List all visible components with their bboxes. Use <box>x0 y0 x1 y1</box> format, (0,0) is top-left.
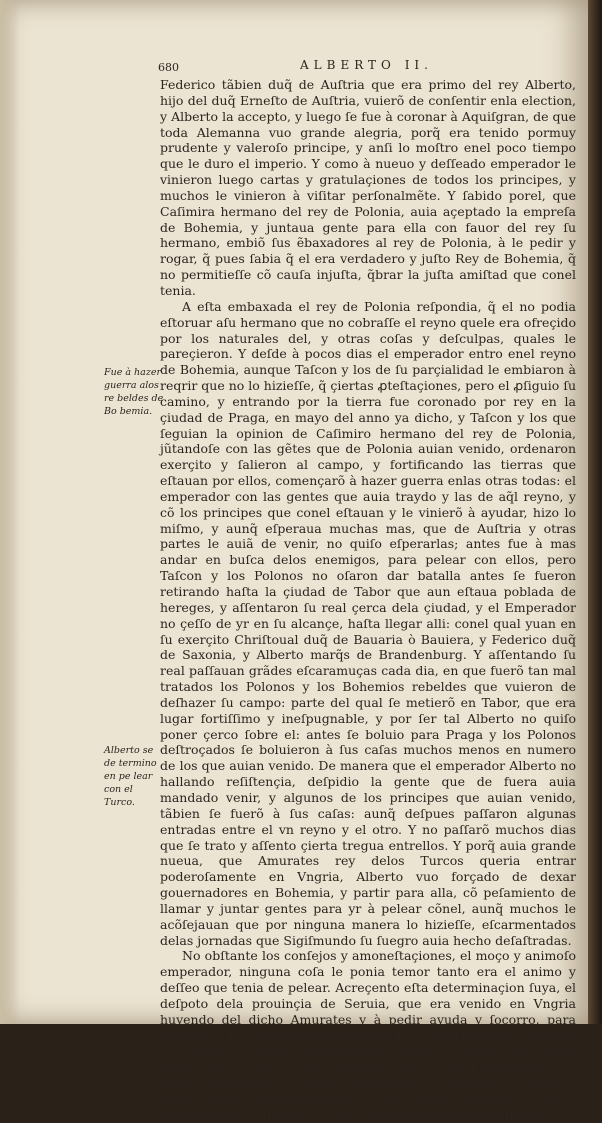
margin-note: Fue à hazer guerra alos re beldes de Bo bemia. <box>104 367 164 417</box>
running-head: ALBERTO II. <box>300 58 433 72</box>
page-number: 680 <box>158 61 179 74</box>
book-spine <box>588 0 602 1024</box>
paragraph: No obſtante los conſejos y amoneſtaçiones, el moço y animoſo emperador, ninguna coſa le ponia temor tanto era el animo y deſſeo que tenia de pelear. Acreçento eſta determinaçion ſuya, el deſpoto dela prouinçia de Seruia, que era venido en Vngria huyendo del dicho Amurates y à pedir ayuda y ſocorro, para ſocorrer a la çiudad de Sinderouia que es ẽla ribera del Danubio y à ſu hijo que dẽtro enella quedaua, ſobre la qual el Turco tenia pueſto ſitio y çerco muy apretado. Por lo qual el empador ſe acabo de reſoluer y congrẽ determinaçion començo à llamar y juntar gentes, para ſu jornada: y eſto era ya enel anno de mil y quatroçientos y treynta y nueue. Enel qual tiempo la diſcordia <box>160 948 576 1122</box>
paragraph: A eſta embaxada el rey de Polonia reſpondia, q̃ el no podia eſtoruar aſu hermano que no cobraſſe el reyno quele era ofreçido por los naturales del, y otras coſas y deſculpas, quales le pareçieron. Y deſde à pocos dias el emperador entro enel reyno de Bohemia, aunque Taſcon y los de ſu parçialidad le embiaron à reqrir que no lo hizieſſe, q̃ çiertas ꝓteſtaçiones, pero el ꝓſiguio ſu camino, y entrando por la tierra fue coronado por rey en la çiudad de Praga, en mayo del anno ya dicho, y Taſcon y los que ſeguian la opinion de Caſimiro hermano del rey de Polonia, jũtandoſe con las gẽtes que de Polonia auian venido, ordenaron exerçito y ſalieron al campo, y fortificando las tierras que eſtauan por ellos, començarõ à hazer guerra enlas otras todas: el emperador con las gentes que auia traydo y las de aq̃l reyno, y cõ los principes que conel eſtauan y le vinierõ à ayudar, hizo lo miſmo, y aunq̃ eſperaua muchas mas, que de Auſtria y otras partes le auiã de venir, no quiſo eſperarlas; antes fue à mas andar en buſca delos enemigos, para pelear con ellos, pero Taſcon y los Polonos no oſaron dar batalla antes ſe fueron retirando haſta la çiudad de Tabor que aun eſtaua poblada de hereges, y aſſentaron ſu real çerca dela çiudad, y el Emperador no çeſſo de yr en ſu alcançe, haſta llegar alli: conel qual yuan en ſu exerçito Chriſtoual duq̃ de Bauaria ò Bauiera, y Federico duq̃ de Saxonia, y Alberto marq̃s de Brandenburg. Y aſſentando ſu real paſſauan grãdes eſcaramuças cada dia, en que fuerõ tan mal tratados los Polonos y los Bohemios rebeldes que vuieron de deſhazer ſu campo: parte del qual ſe metierõ en Tabor, que era lugar fortiſſimo y ineſpugnable, y por ſer tal Alberto no quiſo poner çerco ſobre el: antes ſe boluio para Praga y los Polonos deſtroçados ſe boluieron à ſus caſas muchos menos en numero de los que auian venido. De manera que el emperador Alberto no hallando reſiſtençia, deſpidio la gente que de fuera auia mandado venir, y algunos de los principes que auian venido, tãbien ſe fuerõ à ſus caſas: aunq̃ deſpues paſſaron algunas entradas entre el vn reyno y el otro. Y no paſſarõ muchos dias que ſe trato y aſſento çierta tregua entrellos. Y porq̃ auia grande nueua, que Amurates rey delos Turcos queria entrar poderoſamente en Vngria, Alberto vuo forçado de dexar gouernadores en Bohemia, y partir para alla, cõ peſamiento de llamar y juntar gentes para yr à pelear cõnel, aunq̃ muchos le acõſejauan que por ninguna manera lo hizieſſe, eſcarmentados delas jornadas que Sigiſmundo ſu ſuegro auia hecho deſaſtradas. <box>160 298 576 948</box>
margin-note: Alberto se de termino en pe lear con el Turco. <box>104 745 157 808</box>
page-edge <box>0 0 20 1024</box>
body-text <box>160 77 576 1123</box>
page-header <box>150 58 570 76</box>
paragraph: Federico tãbien duq̃ de Auſtria que era primo del rey Alberto, hijo del duq̃ Erneſto de Auſtria, vuierõ de conſentir enla election, y Alberto la accepto, y luego ſe fue à coronar à Aquiſgran, de que toda Alemanna vuo grande alegria, porq̃ era tenido pormuy prudente y valeroſo principe, y anſi lo moſtro enel poco tiempo que le duro el imperio. Y como à nueuo y deſſeado emperador le vinieron luego cartas y gratulaçiones de todos los principes, y muchos le vinieron à viſitar perſonalmẽte. Y ſabido porel, que Caſimira hermano del rey de Polonia, auia açeptado la empreſa de Bohemia, y juntaua gente para ella con fauor del rey ſu hermano, embiõ ſus ẽbaxadores al rey de Polonia, à le pedir y rogar, q̃ pues ſabia q̃ el era verdadero y juſto Rey de Bohemia, q̃ no permitieſſe cõ cauſa injuſta, q̃brar la juſta amiſtad que conel tenia. <box>160 77 576 298</box>
